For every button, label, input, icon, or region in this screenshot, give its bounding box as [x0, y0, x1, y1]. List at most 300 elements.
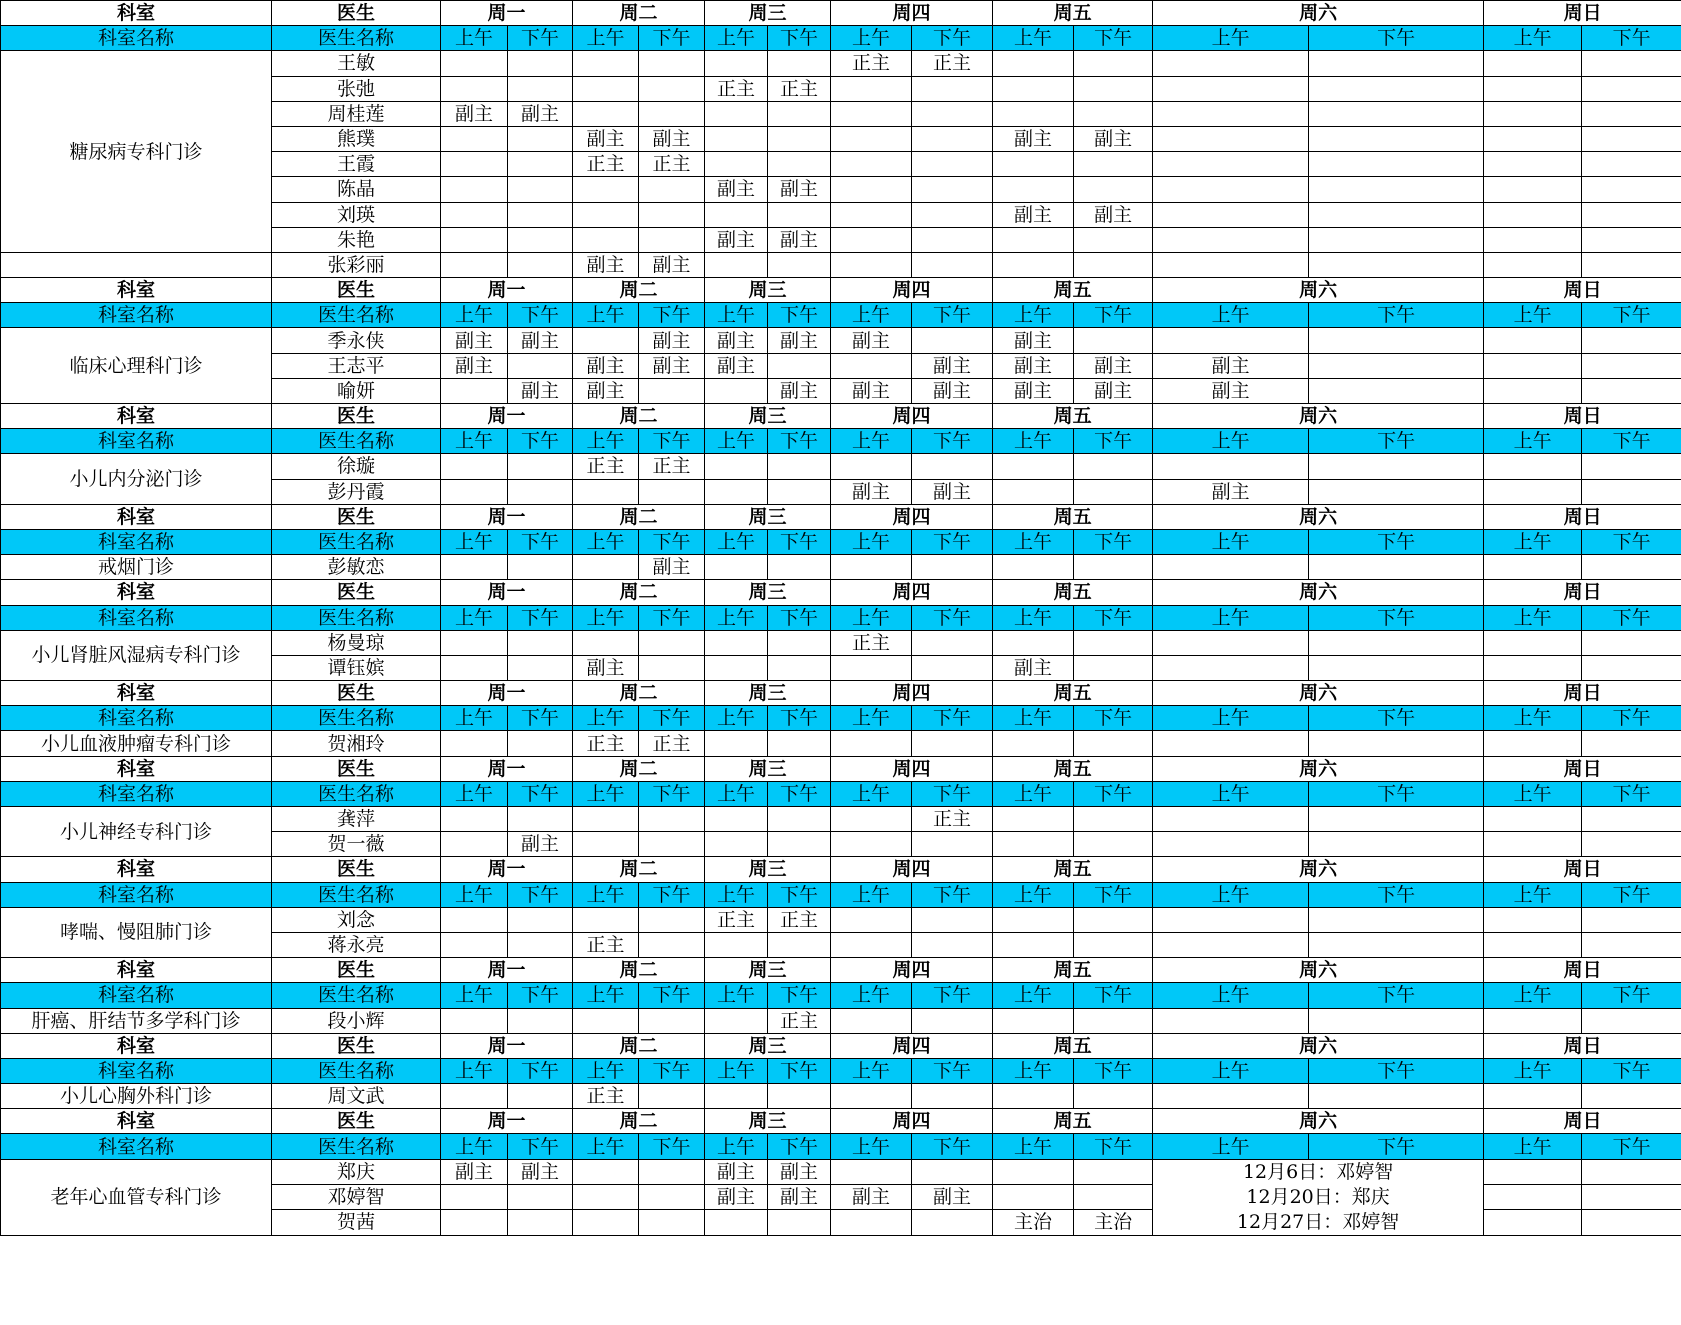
- header-doctor: 医生: [272, 404, 441, 429]
- subheader-am: 上午: [573, 429, 639, 454]
- subheader-am: 上午: [1484, 781, 1582, 806]
- slot-cell: [1582, 1008, 1681, 1033]
- slot-cell: [508, 1184, 573, 1209]
- slot-cell: [1309, 51, 1484, 76]
- subheader-pm: 下午: [508, 1058, 573, 1083]
- slot-cell: [831, 177, 912, 202]
- slot-cell: [1074, 177, 1153, 202]
- subheader-am: 上午: [705, 706, 768, 731]
- slot-cell: [639, 832, 705, 857]
- slot-cell: [573, 1210, 639, 1235]
- subheader-pm: 下午: [1074, 529, 1153, 554]
- slot-cell: [1074, 51, 1153, 76]
- slot-cell: [441, 454, 508, 479]
- subheader-am: 上午: [705, 605, 768, 630]
- header-day: 周五: [993, 756, 1153, 781]
- slot-cell: [1153, 807, 1309, 832]
- header-dept: 科室: [1, 857, 272, 882]
- slot-cell: [639, 932, 705, 957]
- subheader-pm: 下午: [768, 706, 831, 731]
- slot-cell: [912, 1210, 993, 1235]
- slot-cell: 正主: [768, 907, 831, 932]
- slot-cell: 副主: [705, 353, 768, 378]
- slot-cell: [441, 177, 508, 202]
- header-day: 周六: [1153, 681, 1484, 706]
- slot-cell: [705, 202, 768, 227]
- header-doctor: 医生: [272, 1033, 441, 1058]
- slot-cell: [441, 1184, 508, 1209]
- slot-cell: 副主: [705, 1159, 768, 1184]
- slot-cell: [1309, 328, 1484, 353]
- slot-cell: [1582, 126, 1681, 151]
- slot-cell: [993, 630, 1074, 655]
- header-day: 周六: [1153, 580, 1484, 605]
- subheader-am: 上午: [705, 429, 768, 454]
- subheader-row: [1, 781, 1681, 806]
- subheader-pm: 下午: [912, 781, 993, 806]
- subheader-pm: 下午: [639, 429, 705, 454]
- subheader-pm: 下午: [912, 983, 993, 1008]
- subheader-pm: 下午: [768, 882, 831, 907]
- subheader-pm: 下午: [1582, 781, 1681, 806]
- slot-cell: [508, 152, 573, 177]
- slot-cell: [1153, 655, 1309, 680]
- dept-name: 小儿肾脏风湿病专科门诊: [1, 630, 272, 680]
- slot-cell: 正主: [705, 76, 768, 101]
- subheader-am: 上午: [573, 781, 639, 806]
- slot-cell: [912, 731, 993, 756]
- slot-cell: [768, 932, 831, 957]
- subheader-am: 上午: [441, 882, 508, 907]
- header-dept: 科室: [1, 1, 272, 26]
- slot-cell: [1582, 252, 1681, 277]
- dept-name: 肝癌、肝结节多学科门诊: [1, 1008, 272, 1033]
- header-day: 周一: [441, 580, 573, 605]
- slot-cell: [705, 932, 768, 957]
- doctor-name: 龚萍: [272, 807, 441, 832]
- slot-cell: [705, 252, 768, 277]
- subheader-pm: 下午: [1309, 429, 1484, 454]
- slot-cell: [1582, 454, 1681, 479]
- slot-cell: [912, 252, 993, 277]
- doctor-row: [1, 328, 1681, 353]
- slot-cell: [768, 731, 831, 756]
- slot-cell: [573, 1008, 639, 1033]
- slot-cell: [1582, 76, 1681, 101]
- subheader-am: 上午: [1153, 706, 1309, 731]
- slot-cell: 副主: [1074, 202, 1153, 227]
- slot-cell: 副主: [508, 378, 573, 403]
- slot-cell: 副主: [441, 353, 508, 378]
- slot-cell: [1074, 731, 1153, 756]
- dept-name: 小儿内分泌门诊: [1, 454, 272, 504]
- slot-cell: [508, 227, 573, 252]
- slot-cell: [993, 555, 1074, 580]
- doctor-name: 王志平: [272, 353, 441, 378]
- slot-cell: [441, 227, 508, 252]
- header-day: 周二: [573, 580, 705, 605]
- subheader-am: 上午: [993, 882, 1074, 907]
- header-day: 周六: [1153, 1109, 1484, 1134]
- header-day: 周一: [441, 1109, 573, 1134]
- slot-cell: [508, 252, 573, 277]
- header-day: 周一: [441, 1033, 573, 1058]
- doctor-name: 彭丹霞: [272, 479, 441, 504]
- subheader-am: 上午: [1153, 303, 1309, 328]
- slot-cell: [1309, 630, 1484, 655]
- slot-cell: 副主: [1074, 378, 1153, 403]
- slot-cell: [912, 907, 993, 932]
- subheader-doctor-name: 医生名称: [272, 706, 441, 731]
- slot-cell: [508, 807, 573, 832]
- subheader-pm: 下午: [768, 1058, 831, 1083]
- slot-cell: 副主: [1153, 378, 1309, 403]
- slot-cell: 副主: [705, 177, 768, 202]
- header-row: [1, 1033, 1681, 1058]
- slot-cell: [441, 932, 508, 957]
- slot-cell: [993, 1084, 1074, 1109]
- subheader-am: 上午: [441, 429, 508, 454]
- slot-cell: [912, 655, 993, 680]
- slot-cell: 副主: [508, 1159, 573, 1184]
- slot-cell: [1582, 630, 1681, 655]
- subheader-row: [1, 529, 1681, 554]
- slot-cell: [831, 907, 912, 932]
- slot-cell: [1484, 252, 1582, 277]
- header-day: 周六: [1153, 857, 1484, 882]
- slot-cell: [768, 479, 831, 504]
- subheader-am: 上午: [441, 605, 508, 630]
- subheader-am: 上午: [573, 882, 639, 907]
- slot-cell: [441, 630, 508, 655]
- header-day: 周一: [441, 504, 573, 529]
- slot-cell: [508, 731, 573, 756]
- slot-cell: [1582, 101, 1681, 126]
- slot-cell: [993, 807, 1074, 832]
- subheader-am: 上午: [1484, 983, 1582, 1008]
- subheader-pm: 下午: [912, 303, 993, 328]
- doctor-name: 熊璞: [272, 126, 441, 151]
- slot-cell: [441, 555, 508, 580]
- subheader-pm: 下午: [768, 605, 831, 630]
- slot-cell: [441, 202, 508, 227]
- header-day: 周六: [1153, 958, 1484, 983]
- slot-cell: 副主: [639, 126, 705, 151]
- slot-cell: [639, 807, 705, 832]
- slot-cell: [912, 328, 993, 353]
- slot-cell: [705, 655, 768, 680]
- doctor-name: 段小辉: [272, 1008, 441, 1033]
- subheader-pm: 下午: [1074, 26, 1153, 51]
- slot-cell: [768, 630, 831, 655]
- slot-cell: [1309, 555, 1484, 580]
- slot-cell: [831, 1008, 912, 1033]
- slot-cell: [1153, 328, 1309, 353]
- header-day: 周三: [705, 857, 831, 882]
- slot-cell: [705, 1210, 768, 1235]
- slot-cell: [768, 832, 831, 857]
- slot-cell: [705, 807, 768, 832]
- header-day: 周五: [993, 404, 1153, 429]
- subheader-am: 上午: [1153, 429, 1309, 454]
- slot-cell: [912, 555, 993, 580]
- slot-cell: [993, 101, 1074, 126]
- header-day: 周二: [573, 756, 705, 781]
- slot-cell: 副主: [1074, 353, 1153, 378]
- subheader-row: [1, 882, 1681, 907]
- slot-cell: [993, 76, 1074, 101]
- slot-cell: [705, 51, 768, 76]
- subheader-pm: 下午: [1582, 1058, 1681, 1083]
- subheader-am: 上午: [705, 983, 768, 1008]
- slot-cell: [508, 76, 573, 101]
- subheader-am: 上午: [831, 26, 912, 51]
- slot-cell: [1582, 555, 1681, 580]
- dept-name: 戒烟门诊: [1, 555, 272, 580]
- subheader-am: 上午: [1484, 429, 1582, 454]
- slot-cell: [831, 252, 912, 277]
- slot-cell: [705, 378, 768, 403]
- subheader-pm: 下午: [1074, 1058, 1153, 1083]
- saturday-note-line: 12月27日：邓婷智: [1236, 1210, 1400, 1233]
- slot-cell: [1153, 76, 1309, 101]
- subheader-am: 上午: [993, 706, 1074, 731]
- slot-cell: [639, 1008, 705, 1033]
- subheader-pm: 下午: [1309, 983, 1484, 1008]
- slot-cell: [1484, 832, 1582, 857]
- slot-cell: [831, 1210, 912, 1235]
- subheader-am: 上午: [831, 529, 912, 554]
- doctor-name: 刘念: [272, 907, 441, 932]
- slot-cell: [573, 202, 639, 227]
- slot-cell: [1484, 907, 1582, 932]
- header-dept: 科室: [1, 580, 272, 605]
- slot-cell: [1074, 832, 1153, 857]
- header-row: [1, 404, 1681, 429]
- slot-cell: 正主: [768, 1008, 831, 1033]
- slot-cell: 正主: [639, 152, 705, 177]
- slot-cell: 正主: [573, 152, 639, 177]
- subheader-pm: 下午: [912, 706, 993, 731]
- slot-cell: 主治: [1074, 1210, 1153, 1235]
- slot-cell: 副主: [993, 353, 1074, 378]
- header-day: 周六: [1153, 1, 1484, 26]
- header-day: 周一: [441, 756, 573, 781]
- header-row: [1, 958, 1681, 983]
- subheader-pm: 下午: [1582, 529, 1681, 554]
- subheader-pm: 下午: [1309, 605, 1484, 630]
- slot-cell: 副主: [1153, 353, 1309, 378]
- doctor-name: 刘瑛: [272, 202, 441, 227]
- slot-cell: [1153, 555, 1309, 580]
- slot-cell: [1074, 1159, 1153, 1184]
- subheader-pm: 下午: [768, 529, 831, 554]
- header-dept: 科室: [1, 1109, 272, 1134]
- subheader-am: 上午: [573, 303, 639, 328]
- header-day: 周三: [705, 580, 831, 605]
- subheader-am: 上午: [831, 303, 912, 328]
- slot-cell: 副主: [993, 378, 1074, 403]
- slot-cell: [831, 1159, 912, 1184]
- slot-cell: [912, 126, 993, 151]
- subheader-am: 上午: [1153, 26, 1309, 51]
- header-day: 周二: [573, 857, 705, 882]
- subheader-pm: 下午: [639, 605, 705, 630]
- slot-cell: [1309, 479, 1484, 504]
- slot-cell: [639, 202, 705, 227]
- slot-cell: [1484, 655, 1582, 680]
- doctor-row: [1, 454, 1681, 479]
- subheader-dept-name: 科室名称: [1, 303, 272, 328]
- slot-cell: 副主: [831, 328, 912, 353]
- slot-cell: [1074, 76, 1153, 101]
- doctor-name: 谭钰嫔: [272, 655, 441, 680]
- slot-cell: [639, 1084, 705, 1109]
- header-doctor: 医生: [272, 857, 441, 882]
- header-day: 周日: [1484, 504, 1681, 529]
- slot-cell: [1074, 227, 1153, 252]
- slot-cell: [831, 152, 912, 177]
- slot-cell: 正主: [831, 51, 912, 76]
- subheader-am: 上午: [1153, 882, 1309, 907]
- doctor-row: [1, 1008, 1681, 1033]
- subheader-am: 上午: [831, 429, 912, 454]
- slot-cell: [831, 202, 912, 227]
- subheader-doctor-name: 医生名称: [272, 429, 441, 454]
- slot-cell: [1309, 126, 1484, 151]
- slot-cell: [912, 1159, 993, 1184]
- header-day: 周三: [705, 1, 831, 26]
- slot-cell: [1309, 202, 1484, 227]
- slot-cell: [912, 202, 993, 227]
- slot-cell: [639, 177, 705, 202]
- slot-cell: [912, 932, 993, 957]
- slot-cell: [639, 101, 705, 126]
- slot-cell: [639, 76, 705, 101]
- slot-cell: [1074, 555, 1153, 580]
- subheader-am: 上午: [1153, 605, 1309, 630]
- subheader-dept-name: 科室名称: [1, 983, 272, 1008]
- slot-cell: 副主: [639, 328, 705, 353]
- subheader-pm: 下午: [508, 26, 573, 51]
- slot-cell: [1582, 1084, 1681, 1109]
- slot-cell: [993, 177, 1074, 202]
- subheader-am: 上午: [831, 1134, 912, 1159]
- subheader-row: [1, 1134, 1681, 1159]
- slot-cell: [441, 807, 508, 832]
- saturday-note: [1153, 1159, 1484, 1235]
- slot-cell: 副主: [768, 227, 831, 252]
- slot-cell: [639, 378, 705, 403]
- slot-cell: [1582, 378, 1681, 403]
- slot-cell: [573, 1184, 639, 1209]
- subheader-row: [1, 1058, 1681, 1083]
- subheader-pm: 下午: [912, 529, 993, 554]
- subheader-pm: 下午: [1309, 529, 1484, 554]
- header-doctor: 医生: [272, 580, 441, 605]
- slot-cell: [705, 454, 768, 479]
- subheader-am: 上午: [441, 1058, 508, 1083]
- subheader-am: 上午: [705, 303, 768, 328]
- header-day: 周日: [1484, 958, 1681, 983]
- subheader-pm: 下午: [508, 983, 573, 1008]
- slot-cell: 副主: [508, 328, 573, 353]
- slot-cell: 副主: [768, 378, 831, 403]
- header-day: 周一: [441, 681, 573, 706]
- subheader-am: 上午: [831, 983, 912, 1008]
- slot-cell: [639, 1184, 705, 1209]
- slot-cell: [1153, 152, 1309, 177]
- slot-cell: [441, 479, 508, 504]
- subheader-pm: 下午: [1309, 1134, 1484, 1159]
- slot-cell: 副主: [831, 479, 912, 504]
- header-dept: 科室: [1, 958, 272, 983]
- subheader-pm: 下午: [768, 26, 831, 51]
- slot-cell: [573, 807, 639, 832]
- subheader-pm: 下午: [508, 605, 573, 630]
- slot-cell: [1074, 454, 1153, 479]
- slot-cell: [705, 555, 768, 580]
- slot-cell: 副主: [508, 832, 573, 857]
- header-day: 周二: [573, 1, 705, 26]
- slot-cell: [912, 630, 993, 655]
- subheader-am: 上午: [993, 429, 1074, 454]
- subheader-am: 上午: [441, 529, 508, 554]
- doctor-name: 周桂莲: [272, 101, 441, 126]
- subheader-pm: 下午: [768, 983, 831, 1008]
- doctor-name: 郑庆: [272, 1159, 441, 1184]
- header-dept: 科室: [1, 1033, 272, 1058]
- slot-cell: 副主: [993, 126, 1074, 151]
- slot-cell: [573, 479, 639, 504]
- slot-cell: [993, 1159, 1074, 1184]
- slot-cell: [441, 126, 508, 151]
- slot-cell: [993, 479, 1074, 504]
- slot-cell: [1484, 454, 1582, 479]
- header-row: [1, 580, 1681, 605]
- slot-cell: [1074, 907, 1153, 932]
- slot-cell: [993, 152, 1074, 177]
- slot-cell: 副主: [993, 328, 1074, 353]
- slot-cell: [639, 479, 705, 504]
- header-day: 周日: [1484, 1033, 1681, 1058]
- slot-cell: 副主: [573, 353, 639, 378]
- saturday-note-line: 12月20日：郑庆: [1246, 1185, 1390, 1208]
- slot-cell: [1484, 731, 1582, 756]
- subheader-pm: 下午: [639, 303, 705, 328]
- dept-name-empty: [1, 252, 272, 277]
- doctor-row: [1, 907, 1681, 932]
- slot-cell: [993, 1008, 1074, 1033]
- slot-cell: [1074, 328, 1153, 353]
- slot-cell: 副主: [508, 101, 573, 126]
- slot-cell: [1582, 353, 1681, 378]
- slot-cell: [508, 177, 573, 202]
- subheader-pm: 下午: [768, 1134, 831, 1159]
- slot-cell: 副主: [768, 1159, 831, 1184]
- header-row: [1, 1109, 1681, 1134]
- subheader-am: 上午: [705, 882, 768, 907]
- slot-cell: [1309, 655, 1484, 680]
- subheader-am: 上午: [573, 706, 639, 731]
- slot-cell: [1484, 1084, 1582, 1109]
- slot-cell: [1582, 479, 1681, 504]
- subheader-pm: 下午: [1309, 26, 1484, 51]
- slot-cell: [705, 1008, 768, 1033]
- slot-cell: [1484, 1159, 1582, 1184]
- slot-cell: [1309, 152, 1484, 177]
- header-day: 周一: [441, 404, 573, 429]
